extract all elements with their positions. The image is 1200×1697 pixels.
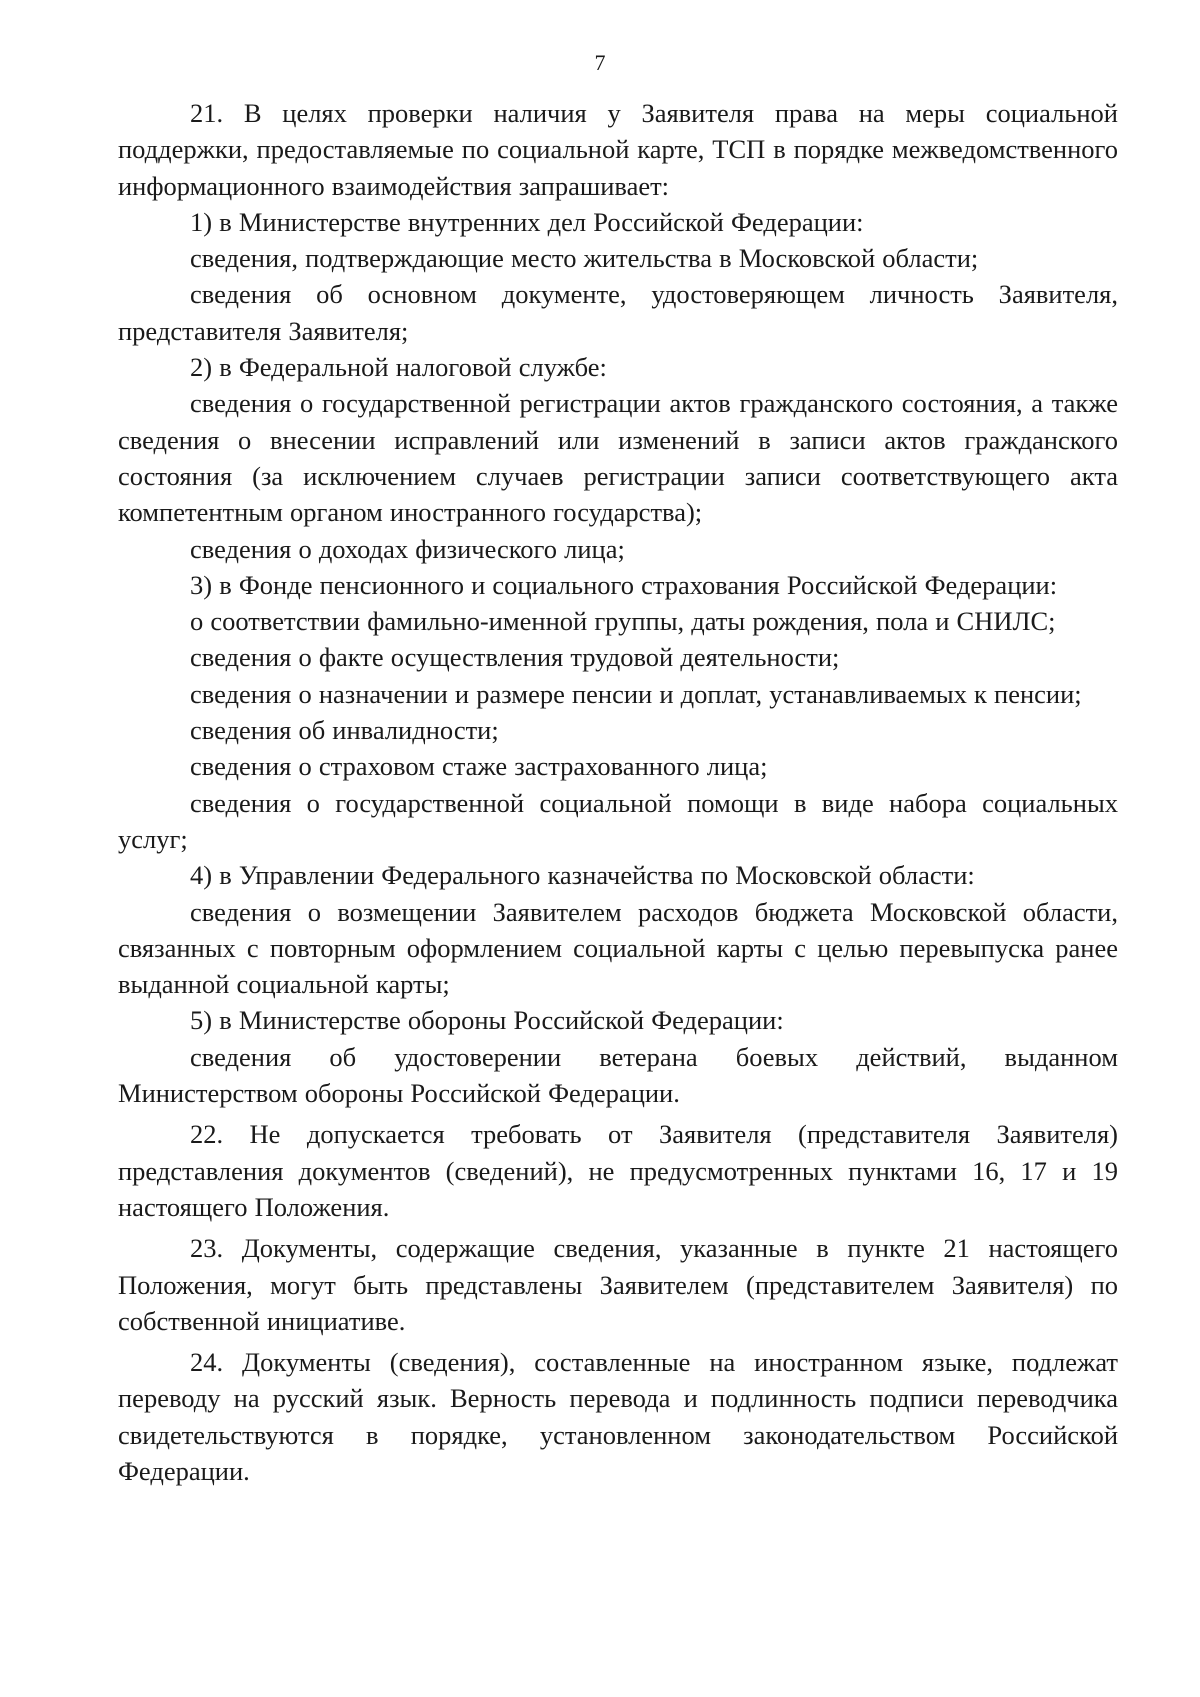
list-item-fns: 2) в Федеральной налоговой службе: [190, 352, 607, 383]
page-number: 7 [594, 50, 606, 75]
list-item-mvd: 1) в Министерстве внутренних дел Российской Федерации: [190, 206, 864, 237]
list-item-pension: сведения о назначении и размере пенсии и доплат, устанавливаемых к пенсии; [190, 678, 1082, 709]
list-item-employment: сведения о факте осуществления трудовой деятельности; [190, 642, 840, 673]
list-item-pension-fund: 3) в Фонде пенсионного и социального страхования Российской Федерации: [190, 569, 1058, 600]
list-item-veteran-certificate: сведения об удостоверении ветерана боевых действий, выданном Министерством обороны Российской Федерации. [118, 1041, 1118, 1109]
list-item-disability: сведения об инвалидности; [190, 715, 499, 746]
document-body [118, 95, 1118, 1489]
paragraph-21: 21. В целях проверки наличия у Заявителя права на меры социальной поддержки, предоставляемые по социальной карте, ТСП в порядке межведомственного информационного взаимодействия запрашивает: [118, 98, 1118, 201]
paragraph-24: 24. Документы (сведения), составленные на иностранном языке, подлежат переводу на русский язык. Верность перевода и подлинность подписи переводчика свидетельствуются в порядке, установленном законодательством Российской Федерации. [118, 1347, 1118, 1486]
paragraph-23: 23. Документы, содержащие сведения, указанные в пункте 21 настоящего Положения, могут быть представлены Заявителем (представителем Заявителя) по собственной инициативе. [118, 1233, 1118, 1336]
list-item-reimbursement: сведения о возмещении Заявителем расходов бюджета Московской области, связанных с повторным оформлением социальной карты с целью перевыпуска ранее выданной социальной карты; [118, 896, 1118, 1000]
list-item-defense-ministry: 5) в Министерстве обороны Российской Федерации: [190, 1005, 784, 1036]
list-item-snils: о соответствии фамильно-именной группы, даты рождения, пола и СНИЛС; [190, 606, 1056, 637]
list-item-treasury: 4) в Управлении Федерального казначейства по Московской области: [190, 860, 975, 891]
list-item-residence: сведения, подтверждающие место жительства в Московской области; [190, 243, 979, 274]
list-item-insurance-record: сведения о страховом стаже застрахованного лица; [190, 751, 768, 782]
list-item-income: сведения о доходах физического лица; [190, 533, 625, 564]
list-item-social-services: сведения о государственной социальной помощи в виде набора социальных услуг; [118, 787, 1118, 854]
list-item-identity-document: сведения об основном документе, удостоверяющем личность Заявителя, представителя Заявителя; [118, 279, 1118, 346]
paragraph-22: 22. Не допускается требовать от Заявителя (представителя Заявителя) представления документов (сведений), не предусмотренных пунктами 16, 17 и 19 настоящего Положения. [118, 1119, 1118, 1222]
list-item-civil-registration: сведения о государственной регистрации актов гражданского состояния, а также сведения о внесении исправлений или изменений в записи актов гражданского состояния (за исключением случаев регистрации записи соответствующего акта компетентным органом иностранного государства); [118, 388, 1118, 528]
